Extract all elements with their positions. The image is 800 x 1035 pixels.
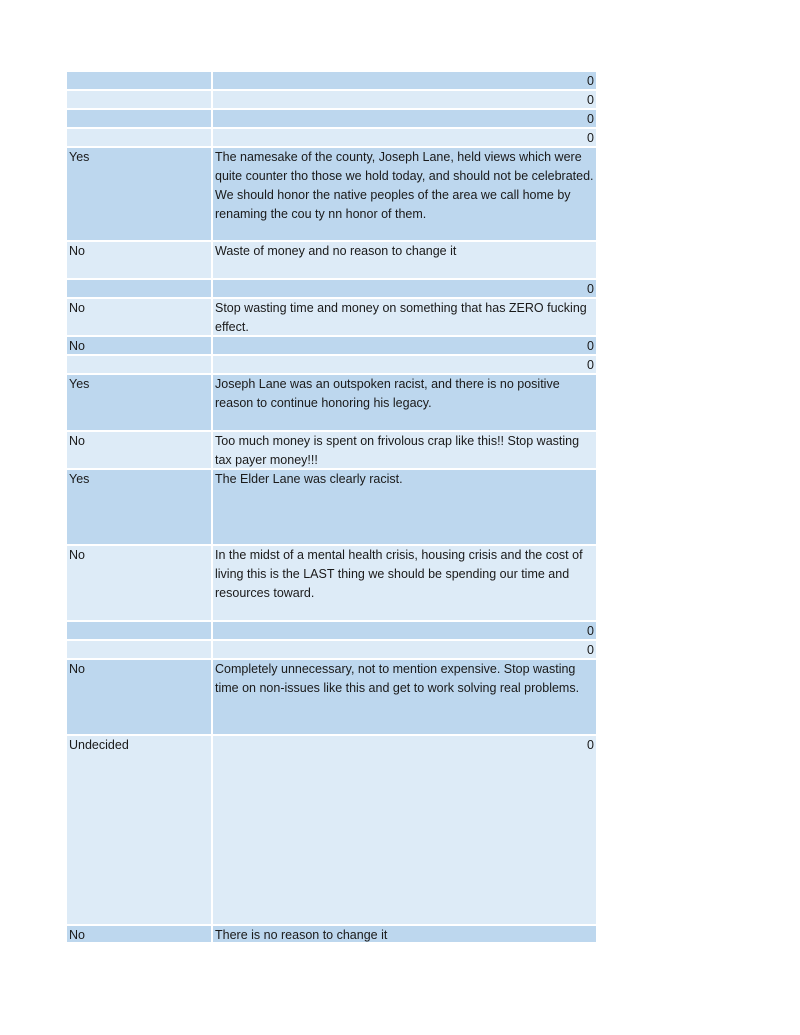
- vote-cell: No: [67, 242, 213, 278]
- table-row: [67, 299, 596, 337]
- comment-cell: Waste of money and no reason to change it: [215, 244, 457, 258]
- comment-cell: 0: [587, 112, 594, 126]
- comment-cell: 0: [587, 643, 594, 657]
- table-row: [67, 926, 596, 944]
- vote-cell: [67, 91, 213, 108]
- table-row: [67, 736, 596, 926]
- comment-cell: 0: [587, 93, 594, 107]
- vote-cell: [67, 622, 213, 639]
- vote-cell: No: [67, 660, 213, 734]
- comment-cell: 0: [587, 624, 594, 638]
- comment-cell: 0: [587, 339, 594, 353]
- table-row: [67, 622, 596, 641]
- table-row: [67, 129, 596, 148]
- vote-cell: [67, 280, 213, 297]
- comment-cell: The Elder Lane was clearly racist.: [215, 472, 403, 486]
- spreadsheet-table: [67, 72, 596, 944]
- vote-cell: Yes: [67, 148, 213, 240]
- comment-cell: 0: [587, 131, 594, 145]
- vote-cell: No: [67, 299, 213, 335]
- comment-cell: Too much money is spent on frivolous crap like this!! Stop wasting tax payer money!!!: [215, 434, 580, 467]
- table-row: [67, 546, 596, 622]
- table-row: [67, 641, 596, 660]
- table-row: [67, 148, 596, 242]
- vote-cell: No: [67, 432, 213, 468]
- table-row: [67, 280, 596, 299]
- comment-cell: There is no reason to change it: [215, 928, 388, 942]
- vote-cell: No: [67, 926, 213, 942]
- table-row: [67, 91, 596, 110]
- table-row: [67, 72, 596, 91]
- vote-cell: [67, 356, 213, 373]
- comment-cell: Stop wasting time and money on something that has ZERO fucking effect.: [215, 301, 587, 334]
- vote-cell: Yes: [67, 470, 213, 544]
- vote-cell: Yes: [67, 375, 213, 430]
- table-row: [67, 337, 596, 356]
- comment-cell: 0: [587, 358, 594, 372]
- comment-cell: Joseph Lane was an outspoken racist, and there is no positive reason to continue honoring his legacy.: [215, 377, 560, 410]
- table-row: [67, 110, 596, 129]
- table-row: [67, 432, 596, 470]
- vote-cell: [67, 129, 213, 146]
- vote-cell: Undecided: [67, 736, 213, 924]
- vote-cell: No: [67, 546, 213, 620]
- table-row: [67, 470, 596, 546]
- table-row: [67, 242, 596, 280]
- comment-cell: Completely unnecessary, not to mention expensive. Stop wasting time on non-issues like this and get to work solving real problems.: [215, 662, 580, 695]
- vote-cell: No: [67, 337, 213, 354]
- table-row: [67, 356, 596, 375]
- comment-cell: 0: [587, 282, 594, 296]
- comment-cell: 0: [587, 738, 594, 752]
- vote-cell: [67, 72, 213, 89]
- vote-cell: [67, 110, 213, 127]
- comment-cell: 0: [587, 74, 594, 88]
- vote-cell: [67, 641, 213, 658]
- table-row: [67, 660, 596, 736]
- table-row: [67, 375, 596, 432]
- comment-cell: In the midst of a mental health crisis, housing crisis and the cost of living this is the LAST thing we should be spending our time and resources toward.: [215, 548, 583, 600]
- comment-cell: The namesake of the county, Joseph Lane, held views which were quite counter tho those we hold today, and should not be celebrated. We should honor the native peoples of the area we call home by renaming the cou ty nn honor of them.: [215, 150, 594, 221]
